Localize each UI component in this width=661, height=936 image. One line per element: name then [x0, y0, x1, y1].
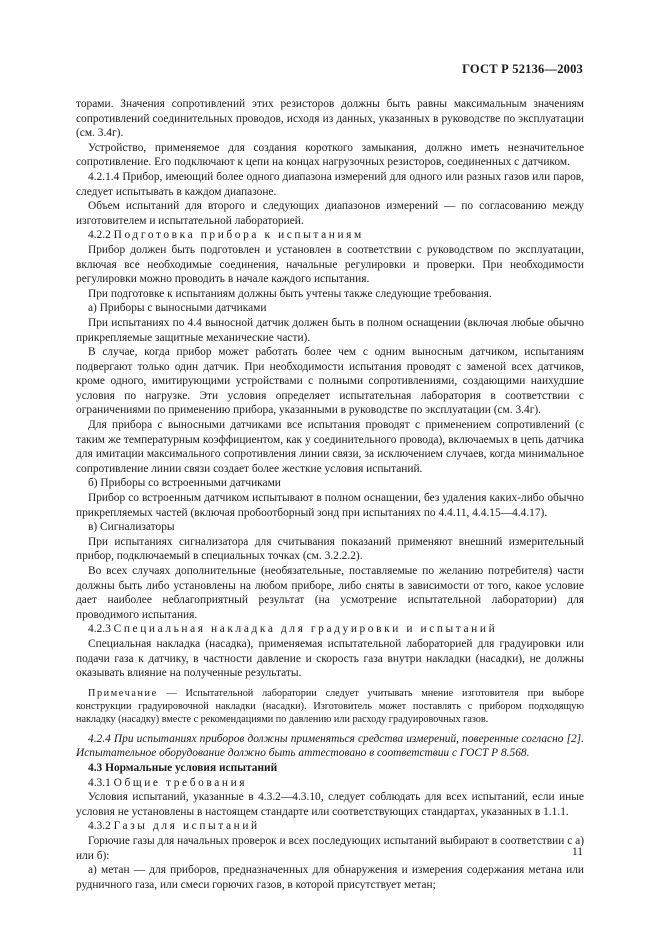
paragraph: Специальная накладка (насадка), применяемая испытательной лабораторией для градуировки или подачи газа к датчику, в частности давление и скорость газа внутри накладки (насадки), не должны оказывать влияние на полученные результаты.	[76, 637, 584, 680]
list-item: в) Сигнализаторы	[88, 521, 175, 534]
paragraph: Устройство, применяемое для создания короткого замыкания, должно иметь незначительное сопротивление. Его подключают к цепи на концах нагрузочных резисторов, соединенных с датчиком.	[76, 141, 584, 169]
paragraph: Прибор со встроенным датчиком испытывают в полном оснащении, без удаления каких-либо обычно прикрепляемых частей (включая пробоотборный зонд при испытаниях по 4.4.11, 4.4.15—4.4.17).	[76, 492, 584, 519]
paragraph: Условия испытаний, указанные в 4.3.2—4.3.10, следует соблюдать для всех испытаний, если иные условия не установлены в настоящем стандарте или соответствующих стандартах, указанных в 1.1.1.	[76, 791, 584, 818]
list-item: а) метан — для приборов, предназначенных для обнаружения и измерения содержания метана или рудничного газа, или смеси горючих газов, в которой присутствует метан;	[76, 864, 584, 891]
section-heading	[76, 622, 584, 637]
paragraph: Прибор должен быть подготовлен и установлен в соответствии с руководством по эксплуатации, включая все необходимые соединения, начальные регулировки и проверки. При необходимости регулировки можно проводить в начале каждого испытания.	[76, 243, 584, 286]
section-title: Подготовка прибора к испытаниям	[113, 229, 364, 242]
paragraph: 4.2.1.4 Прибор, имеющий более одного диапазона измерений для одного или разных газов или паров, следует испытывать в каждом диапазоне.	[76, 170, 584, 198]
section-title: Газы для испытаний	[113, 820, 260, 833]
paragraph: При испытаниях по 4.4 выносной датчик должен быть в полном оснащении (включая любые обычно прикрепляемые защитные механические части).	[76, 316, 584, 344]
paragraph: Горючие газы для начальных проверок и всех последующих испытаний выбирают в соответствии с а) или б):	[76, 834, 584, 862]
section-title: Специальная накладка для градуировки и испытаний	[113, 623, 498, 636]
document-header: ГОСТ Р 52136—2003	[462, 62, 583, 76]
italic-paragraph: 4.2.4 При испытаниях приборов должны применяться средства измерений, поверенные согласно [2]. Испытательное оборудование должно быть аттестовано в соответствии с ГОСТ Р 8.568.	[76, 732, 584, 760]
note	[76, 687, 584, 726]
paragraph: Объем испытаний для второго и следующих диапазонов измерений — по согласованию между изготовителем и испытательной лабораторией.	[76, 200, 584, 227]
list-item: б) Приборы со встроенными датчиками	[88, 477, 281, 490]
note-label: Примечание	[88, 687, 158, 699]
note-text: — Испытательной лаборатории следует учитывать мнение изготовителя при выборе конструкции градуировочной накладки (насадки). Изготовитель может поставлять с прибором подходящую накладку (насадку) вместе с рекомендациями по давлению или расходу градуировочных газов.	[76, 687, 584, 725]
paragraph: В случае, когда прибор может работать более чем с одним выносным датчиком, испытаниям подвергают только один датчик. При необходимости испытания проводят с заменой всех датчиков, кроме одного, имитирующими устройствами с полными сопротивлениями, создающими наихудшие условия по нагрузке. Эти условия определяет испытательная лаборатория в соответствии с ограничениями по применению прибора, указанными в руководстве по эксплуатации (см. 3.4г).	[76, 346, 584, 417]
page-body	[76, 97, 584, 892]
section-number: 4.3.2	[88, 820, 111, 833]
paragraph: торами. Значения сопротивлений этих резисторов должны быть равны максимальным значениям сопротивлений соединительных проводов, исходя из данных, указанных в руководстве по эксплуатации (см. 3.4г).	[76, 98, 584, 140]
section-heading: 4.3 Нормальные условия испытаний	[88, 761, 278, 774]
page-number: 11	[572, 846, 583, 858]
section-heading	[76, 819, 584, 834]
section-title: Общие требования	[113, 776, 248, 789]
section-number: 4.2.2	[88, 229, 111, 242]
section-heading	[76, 228, 584, 243]
paragraph: При испытаниях сигнализатора для считывания показаний применяют внешний измерительный прибор, подключаемый в специальных точках (см. 3.2.2.2).	[76, 535, 584, 563]
list-item: а) Приборы с выносными датчиками	[88, 302, 267, 315]
section-number: 4.3.1	[88, 776, 111, 789]
paragraph: Для прибора с выносными датчиками все испытания проводят с применением сопротивлений (с таким же температурным коэффициентом, как у соединительного провода), включаемых в цепь датчика для имитации максимального сопротивления линии связи, за исключением случаев, когда минимальное сопротивление линии связи создает более жесткие условия испытаний.	[76, 419, 584, 475]
paragraph: При подготовке к испытаниям должны быть учтены также следующие требования.	[88, 287, 492, 300]
section-number: 4.2.3	[88, 623, 111, 636]
section-heading	[76, 776, 584, 791]
paragraph: Во всех случаях дополнительные (необязательные, поставляемые по желанию потребителя) части должны быть либо установлены на любом приборе, либо сняты в зависимости от того, какое условие дает наиболее неблагоприятный результат (на усмотрение испытательной лаборатории) для проводимого испытания.	[76, 565, 584, 621]
